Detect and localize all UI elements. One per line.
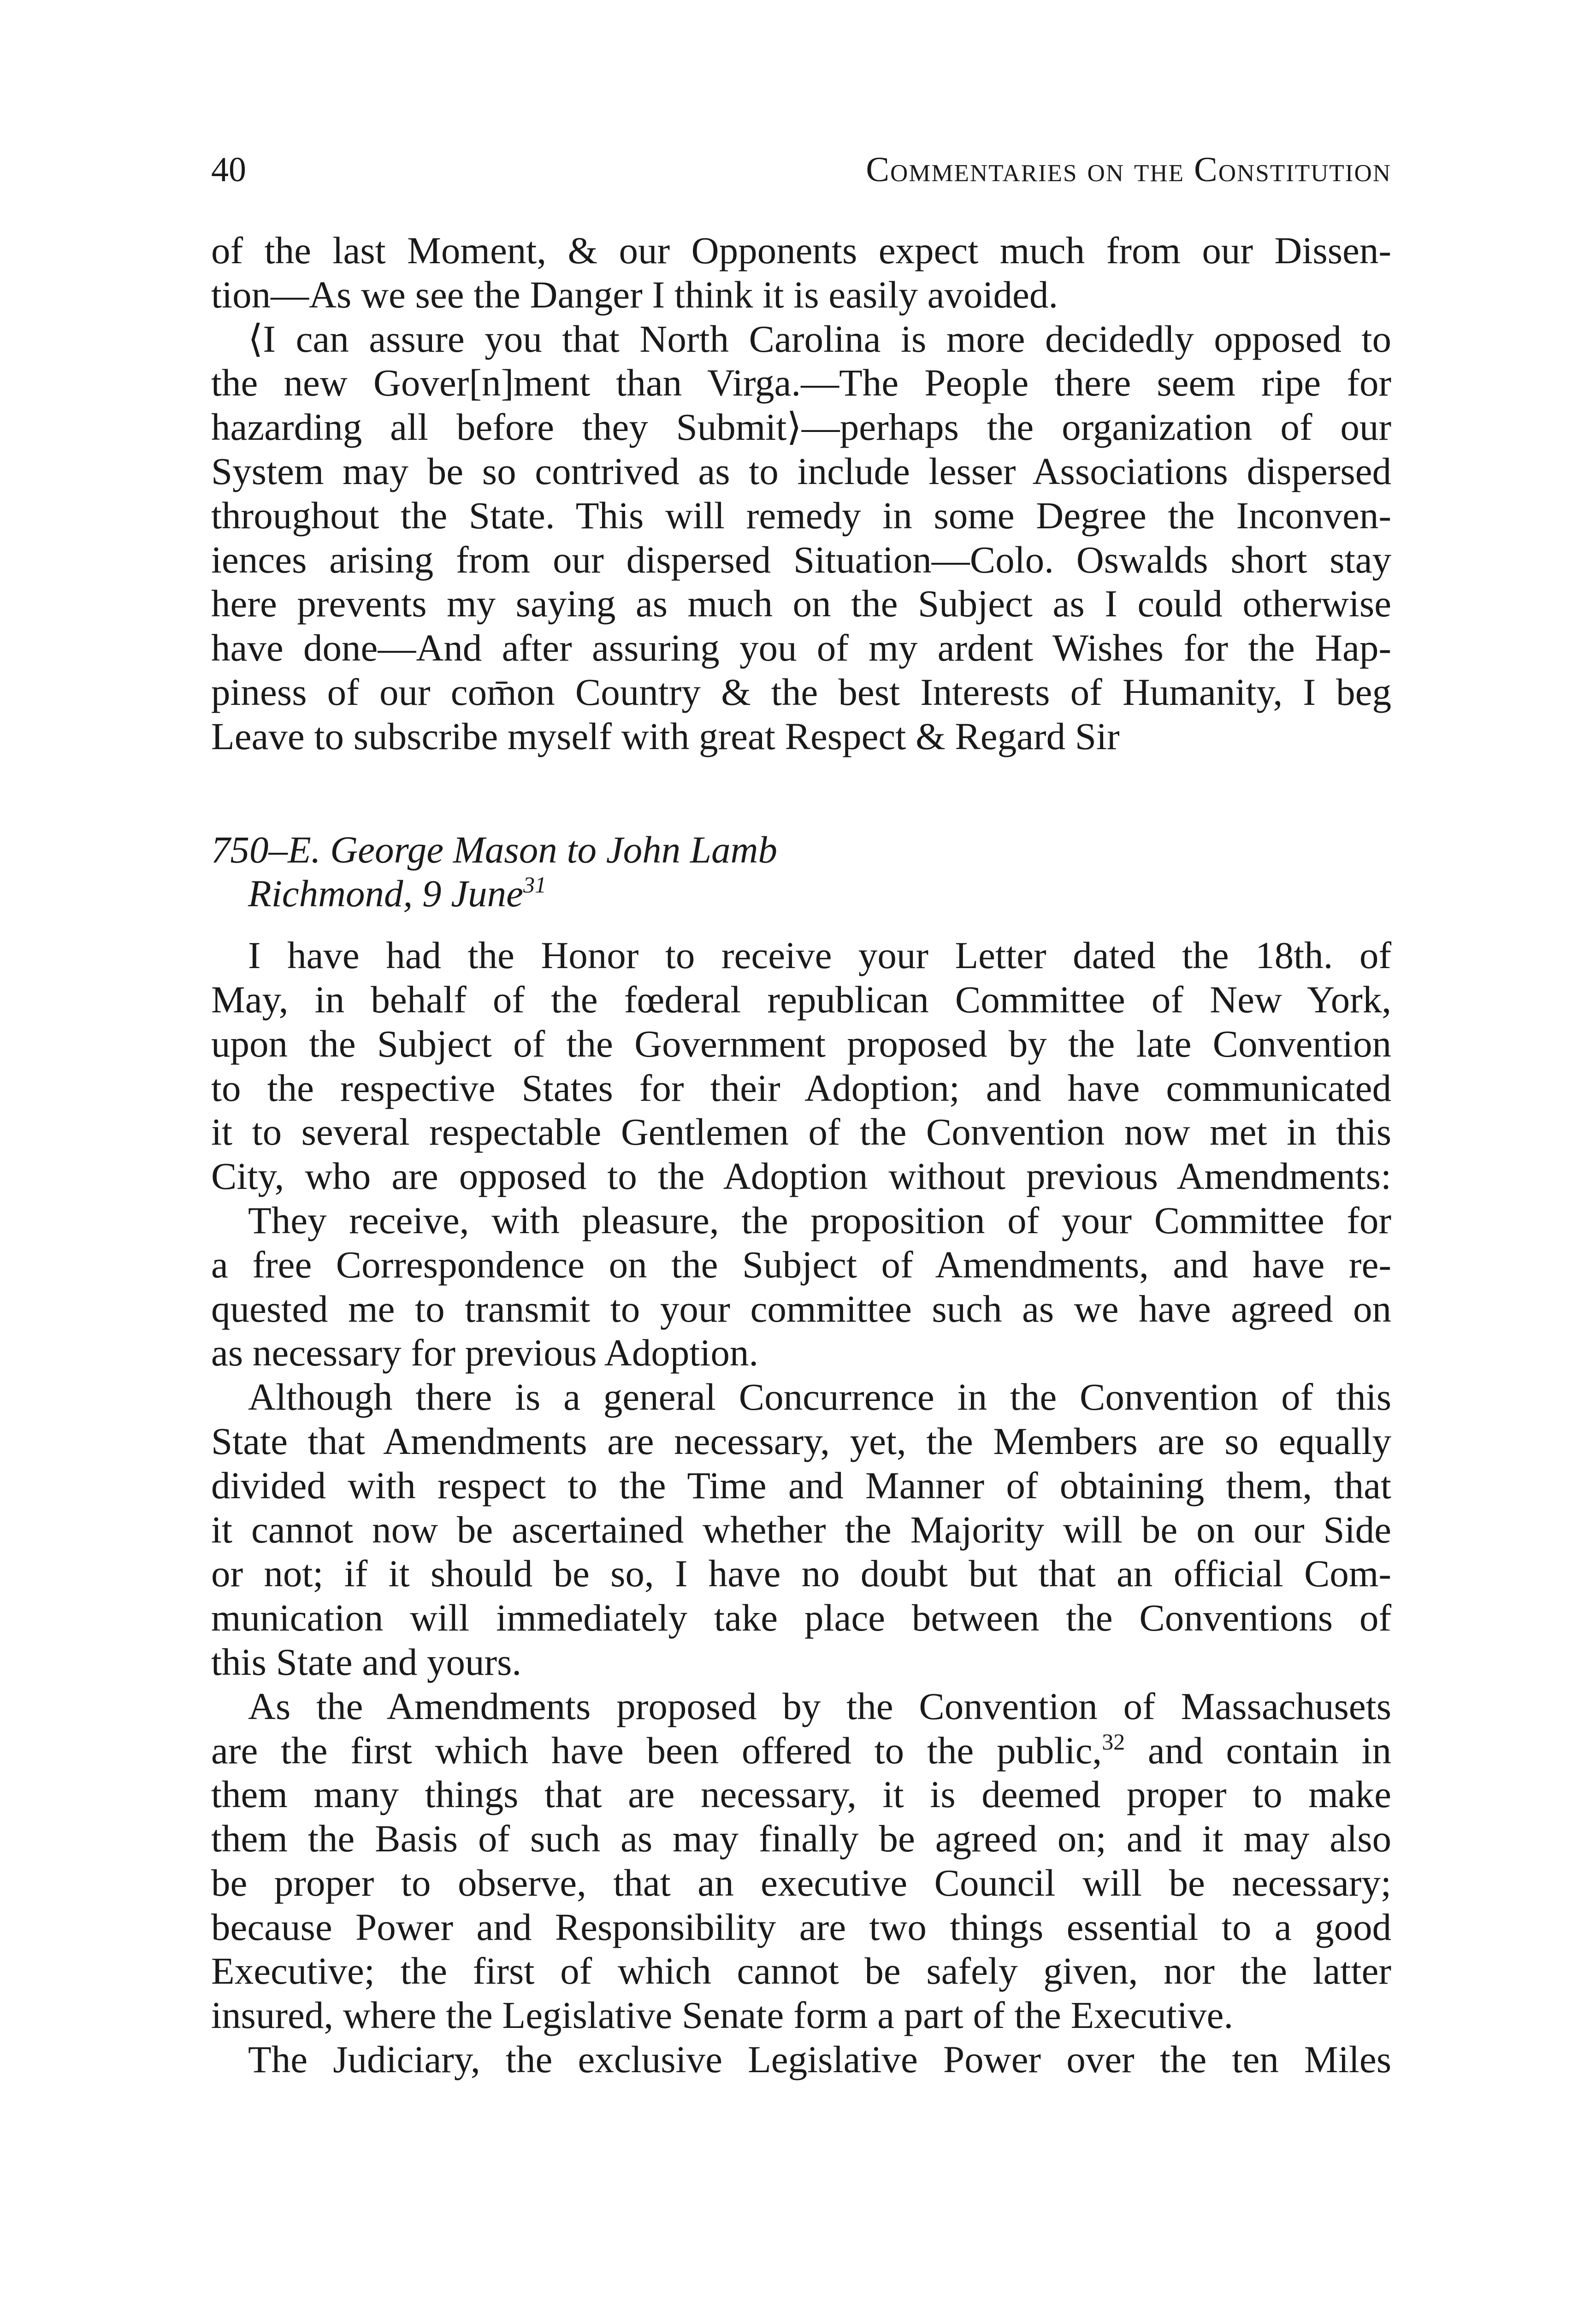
- text-line: have done—And after assuring you of my ardent Wishes for the Hap-: [211, 626, 1391, 669]
- text-line: because Power and Responsibility are two things essential to a good: [211, 1905, 1391, 1948]
- text-line: them the Basis of such as may finally be agreed on; and it may also: [211, 1817, 1391, 1860]
- text-line: [211, 1729, 1391, 1773]
- paragraph: [211, 1375, 1391, 1684]
- document-title: 750–E. George Mason to John Lamb: [211, 828, 777, 871]
- text-line: I have had the Honor to receive your Letter dated the 18th. of: [248, 934, 1391, 977]
- text-line: the new Gover[n]ment than Virga.—The People there seem ripe for: [211, 361, 1391, 404]
- document-heading: [211, 828, 1391, 916]
- text-line: iences arising from our dispersed Situation—Colo. Oswalds short stay: [211, 538, 1391, 581]
- section-spacer: [211, 916, 1391, 934]
- text-line: throughout the State. This will remedy in some Degree the Inconven-: [211, 494, 1391, 537]
- text-line: The Judiciary, the exclusive Legislative Power over the ten Miles: [248, 2038, 1391, 2081]
- text-line: or not; if it should be so, I have no doubt but that an official Com-: [211, 1552, 1391, 1595]
- text-line: be proper to observe, that an executive Council will be necessary;: [211, 1861, 1391, 1904]
- paragraph: [211, 2038, 1391, 2082]
- letter-closing: [211, 229, 1391, 759]
- text-line: of the last Moment, & our Opponents expect much from our Dissen-: [211, 229, 1391, 272]
- letter-body: [211, 934, 1391, 2082]
- text-line: insured, where the Legislative Senate form a part of the Executive.: [211, 1994, 1234, 2037]
- text-line: ⟨I can assure you that North Carolina is more decidedly opposed to: [248, 317, 1391, 360]
- text-line: State that Amendments are necessary, yet, the Members are so equally: [211, 1419, 1391, 1462]
- text-line: hazarding all before they Submit⟩—perhaps the organization of our: [211, 406, 1391, 449]
- text-line: Executive; the first of which cannot be safely given, nor the latter: [211, 1950, 1391, 1992]
- page-header: [211, 147, 1391, 197]
- paragraph: [211, 1199, 1391, 1375]
- text-line: quested me to transmit to your committee such as we have agreed on: [211, 1287, 1391, 1330]
- text-line: it cannot now be ascertained whether the Majority will be on our Side: [211, 1508, 1391, 1551]
- text-line: They receive, with pleasure, the proposition of your Committee for: [248, 1199, 1391, 1241]
- text-fragment: are the first which have been offered to the public,: [211, 1729, 1102, 1772]
- text-line: them many things that are necessary, it is deemed proper to make: [211, 1773, 1391, 1816]
- text-line: City, who are opposed to the Adoption without previous Amendments:: [211, 1155, 1391, 1198]
- text-line: May, in behalf of the fœderal republican Committee of New York,: [211, 978, 1391, 1021]
- text-line: System may be so contrived as to include lesser Associations dispersed: [211, 449, 1391, 492]
- text-line: it to several respectable Gentlemen of the Convention now met in this: [211, 1111, 1391, 1153]
- page-body: [211, 229, 1391, 2082]
- text-line: As the Amendments proposed by the Convention of Massachusets: [248, 1684, 1391, 1727]
- text-line: piness of our com̄on Country & the best Interests of Humanity, I beg: [211, 670, 1391, 713]
- text-line: a free Correspondence on the Subject of Amendments, and have re-: [211, 1243, 1391, 1286]
- running-title: Commentaries on the Constitution: [866, 150, 1391, 189]
- text-line: tion—As we see the Danger I think it is easily avoided.: [211, 273, 1058, 316]
- text-line: divided with respect to the Time and Manner of obtaining them, that: [211, 1464, 1391, 1507]
- footnote-ref: 32: [1102, 1728, 1125, 1755]
- text-line: upon the Subject of the Government proposed by the late Convention: [211, 1022, 1391, 1065]
- text-line: to the respective States for their Adoption; and have communicated: [211, 1066, 1391, 1109]
- text-line: Leave to subscribe myself with great Respect & Regard Sir: [211, 715, 1120, 757]
- document-place-date: [211, 872, 1391, 916]
- place-date-text: Richmond, 9 June: [248, 872, 523, 915]
- section-spacer: [211, 759, 1391, 828]
- text-line: munication will immediately take place between the Conventions of: [211, 1596, 1391, 1639]
- paragraph: [211, 1684, 1391, 2038]
- text-fragment: and contain in: [1125, 1729, 1391, 1772]
- text-line: Although there is a general Concurrence in the Convention of this: [248, 1376, 1391, 1418]
- text-line: here prevents my saying as much on the Subject as I could otherwise: [211, 582, 1391, 625]
- text-line: this State and yours.: [211, 1640, 522, 1683]
- paragraph: [211, 934, 1391, 1199]
- page-number: 40: [211, 150, 246, 189]
- footnote-ref: 31: [523, 872, 546, 898]
- text-line: as necessary for previous Adoption.: [211, 1331, 759, 1374]
